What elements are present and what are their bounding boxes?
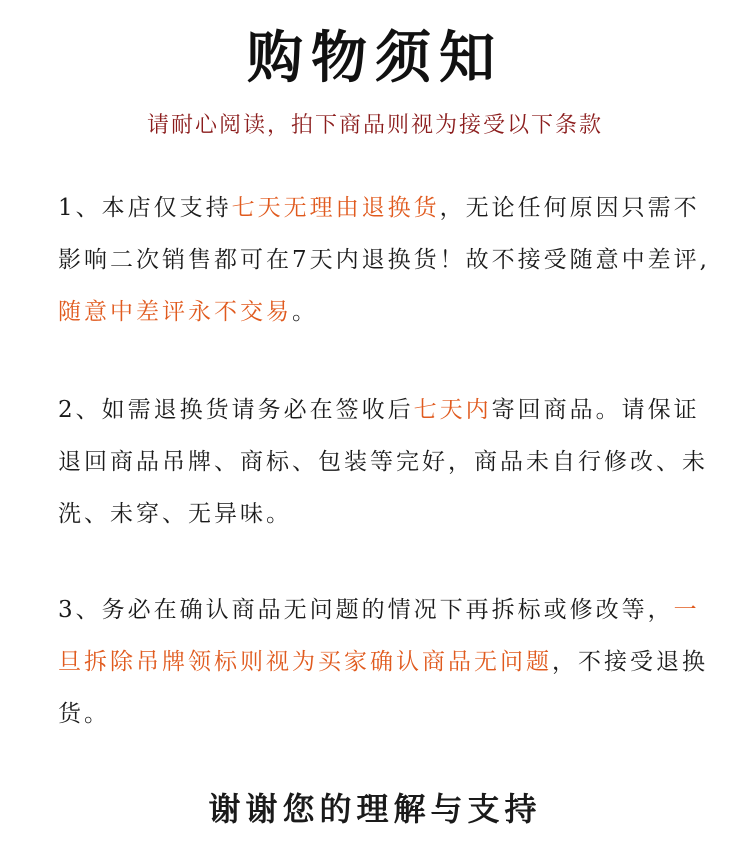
closing-message: 谢谢您的理解与支持 [208,790,542,828]
paragraph-highlight: 一旦拆除吊牌领标则视为买家确认商品无问题 [58,597,700,675]
page-subtitle: 请耐心阅读，拍下商品则视为接受以下条款 [146,113,603,138]
paragraph-text: 。 [292,299,318,325]
policy-paragraph-2 [58,384,718,540]
page-title: 购物须知 [247,25,503,91]
paragraph-text: 1、本店仅支持 [58,195,232,221]
policy-paragraph-1 [58,182,718,338]
paragraph-text: 3、务必在确认商品无问题的情况下再拆标或修改等， [58,597,674,623]
paragraph-highlight: 七天内 [413,397,492,423]
paragraph-text: 寄回商品。请保证退回商品吊牌、商标、包装等完好，商品未自行修改、未洗、未穿、无异味。 [58,397,708,527]
paragraph-text: 2、如需退换货请务必在签收后 [58,397,414,423]
paragraph-text: ，不接受退换货。 [58,649,708,727]
paragraph-highlight: 随意中差评永不交易 [58,299,292,325]
policy-paragraph-3 [58,584,718,740]
paragraph-text: ，无论任何原因只需不影响二次销售都可在7天内退换货！故不接受随意中差评, [58,195,710,273]
paragraph-highlight: 七天无理由退换货 [231,195,440,221]
